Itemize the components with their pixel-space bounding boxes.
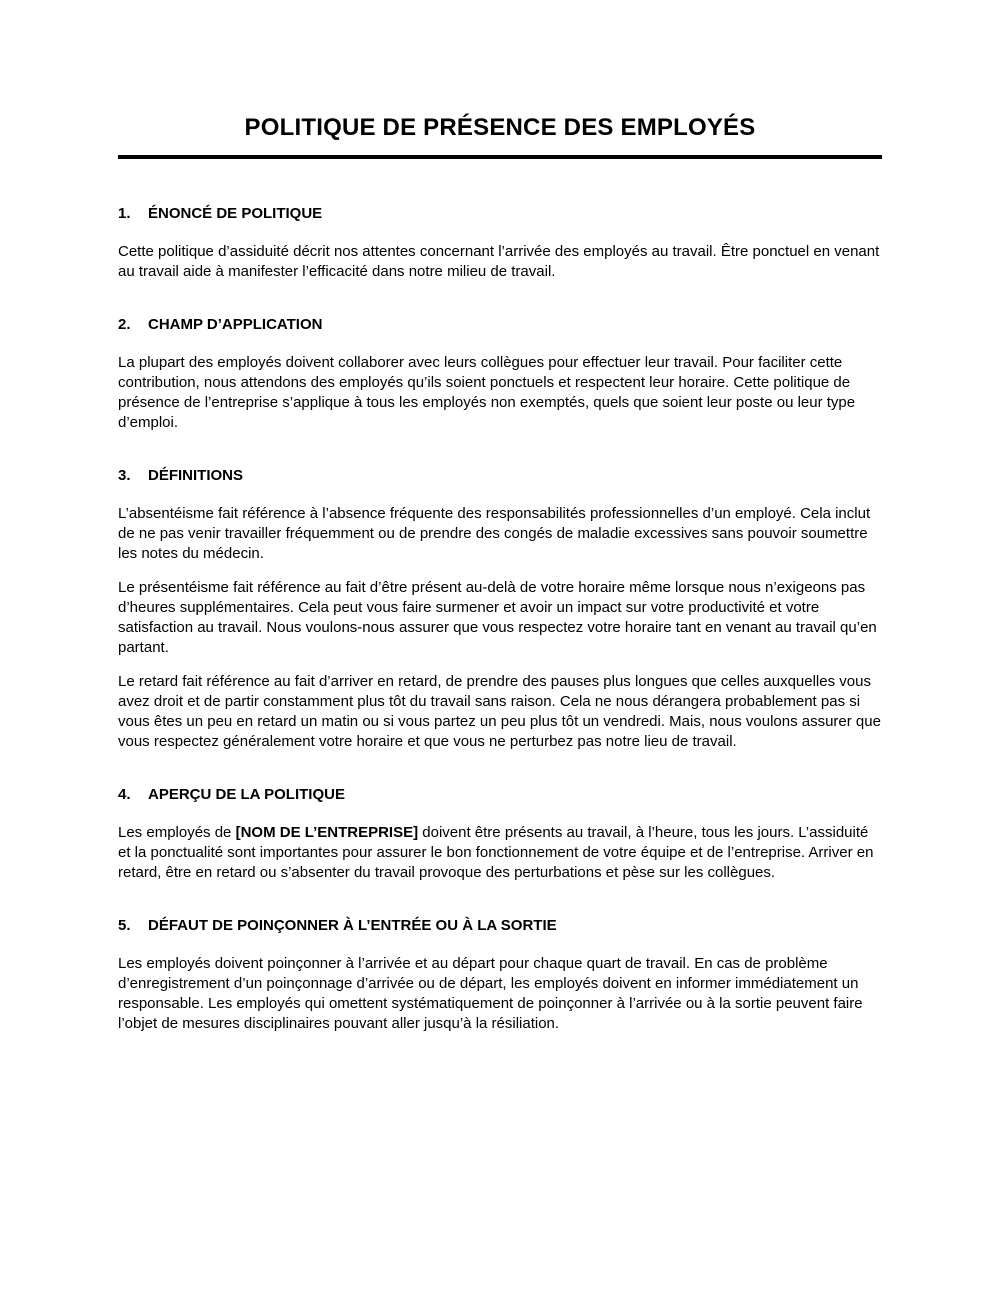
section-heading-label: DÉFINITIONS	[148, 467, 244, 484]
section-paragraph: Le retard fait référence au fait d’arriver en retard, de prendre des pauses plus longues que celles auxquelles vous avez droit et de partir constamment plus tôt du travail sans raison. Cela ne nous dérangera probablement pas si vous êtes un peu en retard un matin ou si vous partez un peu plus tôt un vendredi. Mais, nous voulons assurer que vous respectez généralement votre horaire et que vous ne perturbez pas notre lieu de travail.	[118, 673, 881, 750]
section-number: 5.	[118, 917, 131, 934]
section-heading	[118, 786, 882, 803]
title-divider-rule	[118, 155, 882, 159]
section-paragraph: Les employés doivent poinçonner à l’arrivée et au départ pour chaque quart de travail. En cas de problème d’enregistrement d’un poinçonnage d’arrivée ou de départ, les employés doivent en informer immédiatement un responsable. Les employés qui omettent systématiquement de poinçonner à l’arrivée ou à la sortie peuvent faire l’objet de mesures disciplinaires pouvant aller jusqu’à la résiliation.	[118, 955, 863, 1032]
section-paragraph: La plupart des employés doivent collaborer avec leurs collègues pour effectuer leur travail. Pour faciliter cette contribution, nous attendons des employés qu’ils soient ponctuels et respectent leur horaire. Cette politique de présence de l’entreprise s’applique à tous les employés non exemptés, quels que soient leur poste ou leur type d’emploi.	[118, 354, 856, 431]
section-paragraph: L’absentéisme fait référence à l’absence fréquente des responsabilités professionnelles d’un employé. Cela inclut de ne pas venir travailler fréquemment ou de prendre des congés de maladie excessives sans pouvoir soumettre les notes du médecin.	[118, 505, 871, 562]
section-heading-label: ÉNONCÉ DE POLITIQUE	[148, 205, 323, 222]
section-heading-label: APERÇU DE LA POLITIQUE	[148, 786, 345, 803]
section-paragraph: Le présentéisme fait référence au fait d’être présent au-delà de votre horaire même lorsque nous n’exigeons pas d’heures supplémentaires. Cela peut vous faire surmener et avoir un impact sur votre productivité et votre satisfaction au travail. Nous voulons-nous assurer que vous respectez votre horaire tant en venant au travail qu’en partant.	[118, 579, 877, 656]
section-paragraph	[118, 823, 882, 883]
section-number: 4.	[118, 786, 131, 803]
section-heading-label: CHAMP D’APPLICATION	[148, 316, 323, 333]
section-champ-d-application	[118, 316, 882, 433]
section-heading-label: DÉFAUT DE POINÇONNER À L’ENTRÉE OU À LA SORTIE	[148, 917, 557, 934]
section-heading	[118, 316, 882, 333]
section-enonce-de-politique	[118, 205, 882, 282]
section-heading	[118, 467, 882, 484]
section-apercu-de-la-politique	[118, 786, 882, 883]
section-definitions	[118, 467, 882, 752]
page-title: POLITIQUE DE PRÉSENCE DES EMPLOYÉS	[244, 114, 756, 141]
section-heading	[118, 205, 882, 222]
section-heading	[118, 917, 882, 934]
section-number: 2.	[118, 316, 131, 333]
section-number: 1.	[118, 205, 131, 222]
company-name-placeholder: [NOM DE L’ENTREPRISE]	[235, 824, 419, 841]
section-defaut-de-poinconner	[118, 917, 882, 1034]
section-paragraph: Cette politique d’assiduité décrit nos attentes concernant l’arrivée des employés au travail. Être ponctuel en venant au travail aide à manifester l’efficacité dans notre milieu de travail.	[118, 243, 880, 280]
paragraph-text-before: Les employés de	[118, 824, 236, 841]
paragraph-text-after: doivent être présents au travail, à l’heure, tous les jours. L’assiduité et la ponctualité sont importantes pour assurer le bon fonctionnement de votre équipe et de l’entreprise. Arriver en retard, être en retard ou s’absenter du travail provoque des perturbations et pèse sur les collègues.	[118, 824, 874, 881]
section-number: 3.	[118, 467, 131, 484]
